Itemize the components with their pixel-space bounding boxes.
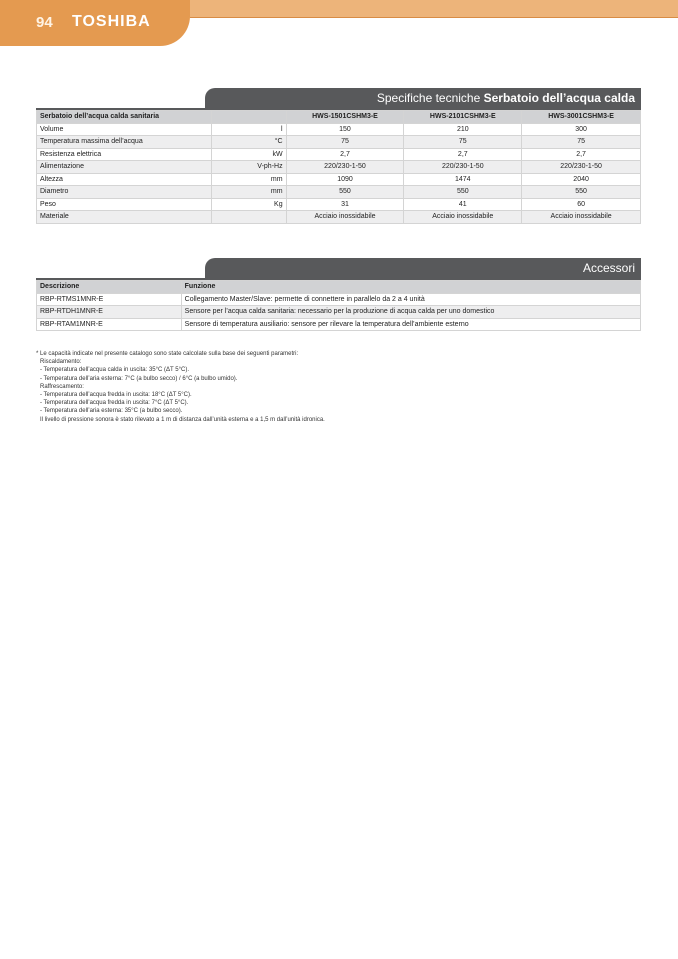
specs-row [37, 136, 641, 149]
accessories-table [36, 280, 641, 331]
spec-unit: kW [211, 148, 286, 161]
brand-logo: TOSHIBA [72, 13, 151, 30]
specs-col-model-3: HWS-3001CSHM3-E [522, 111, 641, 124]
page-number: 94 [36, 14, 53, 31]
specs-row [37, 211, 641, 224]
spec-value: 550 [286, 186, 404, 199]
footnote-line: * Le capacità indicate nel presente catalogo sono state calcolate sulla base dei seguenti parametri: [36, 351, 299, 357]
spec-value: 41 [404, 198, 522, 211]
specs-row [37, 161, 641, 174]
footnote-line: Il livello di pressione sonora è stato rilevato a 1 m di distanza dall’unità esterna e a 1,5 m dall’unità idronica. [40, 416, 325, 423]
footnote-line: - Temperatura dell’acqua fredda in uscita: 18°C (ΔT 5°C). [40, 392, 192, 399]
specs-row [37, 173, 641, 186]
spec-label: Temperatura massima dell’acqua [37, 136, 212, 149]
spec-label: Resistenza elettrica [37, 148, 212, 161]
spec-unit: Kg [211, 198, 286, 211]
specs-row [37, 198, 641, 211]
spec-value: 550 [404, 186, 522, 199]
spec-value: 220/230-1-50 [522, 161, 641, 174]
spec-value: 75 [522, 136, 641, 149]
accessories-col-description: Descrizione [37, 281, 182, 294]
footnotes [36, 350, 636, 424]
header-divider [190, 17, 678, 18]
spec-label: Peso [37, 198, 212, 211]
spec-unit: mm [211, 173, 286, 186]
accessory-row [37, 293, 641, 306]
specs-row [37, 148, 641, 161]
accessory-code: RBP-RTDH1MNR-E [37, 306, 182, 319]
spec-label: Alimentazione [37, 161, 212, 174]
spec-value: 300 [522, 123, 641, 136]
footnote-line: Riscaldamento: [40, 359, 82, 366]
accessories-banner [205, 258, 641, 279]
spec-value: 1090 [286, 173, 404, 186]
spec-value: 75 [404, 136, 522, 149]
spec-unit: l [211, 123, 286, 136]
specs-banner-bold: Serbatoio dell’acqua calda [483, 91, 635, 105]
accessory-row [37, 318, 641, 331]
spec-value: Acciaio inossidabile [522, 211, 641, 224]
spec-value: 2,7 [286, 148, 404, 161]
spec-value: 2,7 [404, 148, 522, 161]
footnote-line: - Temperatura dell’aria esterna: 7°C (a bulbo secco) / 6°C (a bulbo umido). [40, 375, 238, 382]
footnote-line: - Temperatura dell’aria esterna: 35°C (a bulbo secco). [40, 408, 183, 415]
specs-table [36, 110, 641, 224]
accessory-function: Sensore di temperatura ausiliario: sensore per rilevare la temperatura dell’ambiente esterno [181, 318, 640, 331]
accessory-code: RBP-RTAM1MNR-E [37, 318, 182, 331]
spec-label: Diametro [37, 186, 212, 199]
accessory-code: RBP-RTMS1MNR-E [37, 293, 182, 306]
accessory-function: Collegamento Master/Slave: permette di connettere in parallelo da 2 a 4 unità [181, 293, 640, 306]
spec-value: 220/230-1-50 [404, 161, 522, 174]
spec-unit: °C [211, 136, 286, 149]
spec-value: Acciaio inossidabile [286, 211, 404, 224]
spec-value: 550 [522, 186, 641, 199]
specs-row [37, 123, 641, 136]
spec-value: 2040 [522, 173, 641, 186]
spec-value: Acciaio inossidabile [404, 211, 522, 224]
accessories-col-function: Funzione [181, 281, 640, 294]
specs-banner-prefix: Specifiche tecniche [376, 91, 484, 105]
spec-value: 220/230-1-50 [286, 161, 404, 174]
footnote-line: - Temperatura dell’acqua fredda in uscita: 7°C (ΔT 5°C). [40, 400, 189, 407]
spec-unit: mm [211, 186, 286, 199]
spec-value: 2,7 [522, 148, 641, 161]
spec-value: 60 [522, 198, 641, 211]
spec-label: Altezza [37, 173, 212, 186]
spec-unit: V-ph-Hz [211, 161, 286, 174]
spec-label: Volume [37, 123, 212, 136]
specs-col-model-2: HWS-2101CSHM3-E [404, 111, 522, 124]
spec-value: 210 [404, 123, 522, 136]
specs-col-header: Serbatoio dell’acqua calda sanitaria [37, 111, 212, 124]
specs-col-model-1: HWS-1501CSHM3-E [286, 111, 404, 124]
footnote-line: - Temperatura dell’acqua calda in uscita: 35°C (ΔT 5°C). [40, 367, 189, 374]
spec-label: Materiale [37, 211, 212, 224]
footnote-line: Raffrescamento: [40, 383, 84, 390]
accessory-row [37, 306, 641, 319]
specs-header-row [37, 111, 641, 124]
accessory-function: Sensore per l’acqua calda sanitaria: necessario per la produzione di acqua calda per uno domestico [181, 306, 640, 319]
accessories-banner-title: Accessori [582, 261, 635, 275]
specs-banner [205, 88, 641, 109]
spec-value: 150 [286, 123, 404, 136]
specs-row [37, 186, 641, 199]
spec-value: 31 [286, 198, 404, 211]
specs-col-unit-header [211, 111, 286, 124]
accessories-header-row [37, 281, 641, 294]
spec-value: 75 [286, 136, 404, 149]
spec-value: 1474 [404, 173, 522, 186]
spec-unit [211, 211, 286, 224]
